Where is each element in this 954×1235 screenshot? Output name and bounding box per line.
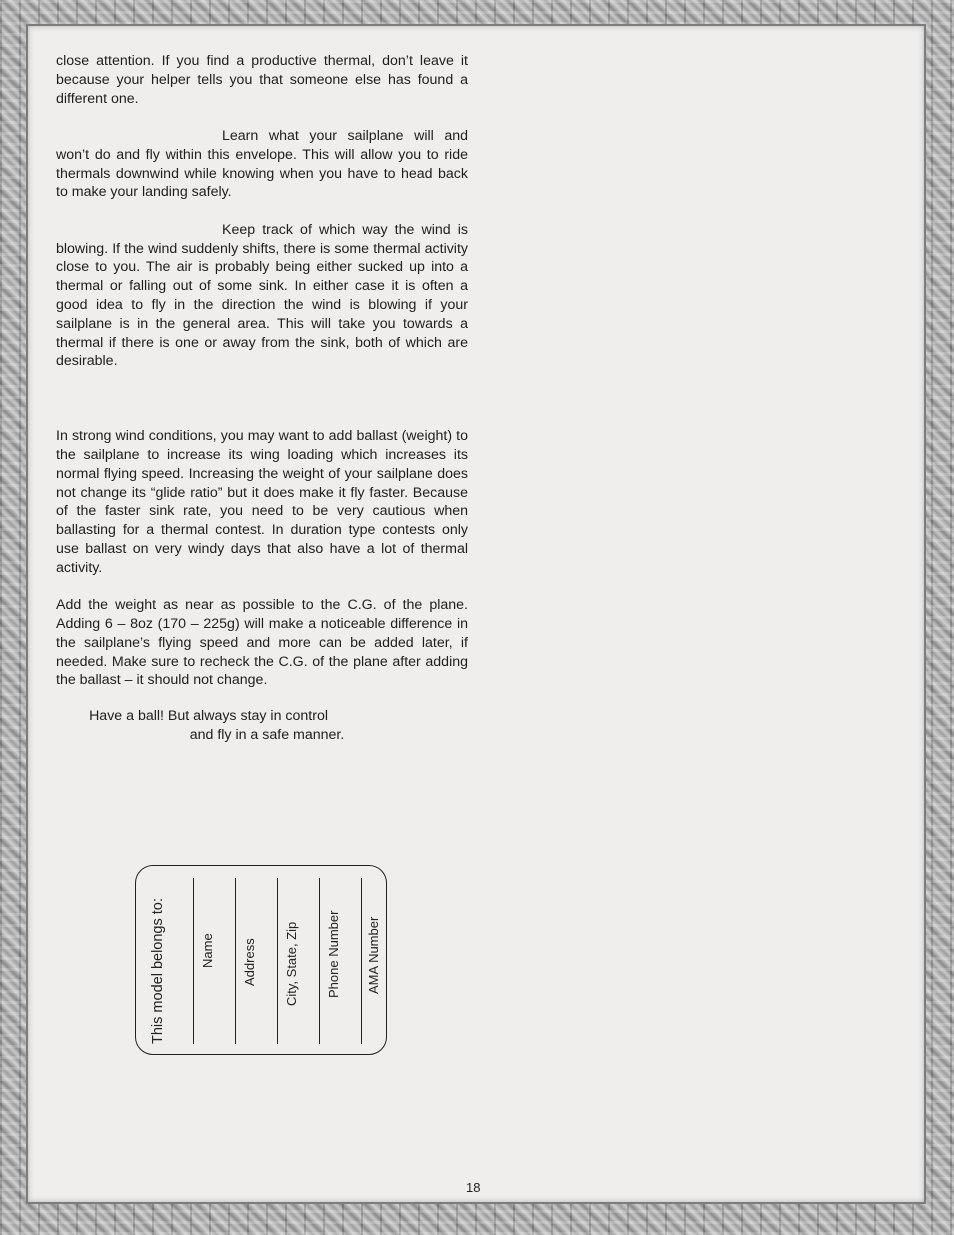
owner-field-label: Name	[200, 933, 215, 968]
owner-field-label: City, State, Zip	[284, 921, 299, 1006]
owner-field-city-state-zip	[278, 878, 320, 1044]
closing-line-2: and fly in a safe manner.	[189, 727, 345, 743]
paragraph-wind: Keep track of which way the wind is blowing. If the wind suddenly shifts, there is some thermal activity close to you. The air is probably being either sucked up into a thermal or falling out of some sink. In either case it is often a good idea to fly in the direction the wind is blowing if your sailplane is in the general area. This will take you towards a thermal if there is one or away from the sink, both of which are desirable.	[56, 221, 468, 370]
owner-card-title: This model belongs to:	[150, 898, 166, 1044]
page-number: 18	[466, 1180, 481, 1195]
owner-field-label: AMA Number	[366, 916, 381, 994]
owner-field-label: Phone Number	[326, 910, 341, 998]
paragraph-envelope: Learn what your sailplane will and won’t do and fly within this envelope. This will allow you to ride thermals downwind while knowing when you have to head back to make your landing safely.	[56, 127, 468, 201]
paragraph-continuation: close attention. If you find a productive thermal, don’t leave it because your helper tells you that someone else has found a different one.	[56, 53, 468, 107]
paragraph-weight: Add the weight as near as possible to the C.G. of the plane. Adding 6 – 8oz (170 – 225g) will make a noticeable difference in the sailplane’s flying speed and more can be added later, if needed. Make sure to recheck the C.G. of the plane after adding the ballast – it should not change.	[56, 597, 468, 689]
closing-line-1: Have a ball! But always stay in control	[89, 708, 328, 724]
owner-card	[135, 865, 387, 1055]
owner-field-phone-number	[320, 878, 362, 1044]
closing-message	[56, 707, 468, 745]
owner-field-label: Address	[242, 938, 257, 986]
body-text	[56, 52, 468, 709]
owner-field-ama-number	[362, 878, 386, 1044]
owner-field-address	[236, 878, 278, 1044]
paragraph-ballast: In strong wind conditions, you may want to add ballast (weight) to the sailplane to increase its wing loading which increases its normal flying speed. Increasing the weight of your sailplane does not change its “glide ratio” but it does make it fly faster. Because of the faster sink rate, you need to be very cautious when ballasting for a thermal contest. In duration type contests only use ballast on very windy days that also have a lot of thermal activity.	[56, 428, 468, 576]
owner-field-name	[194, 878, 236, 1044]
owner-card-title-column	[146, 878, 194, 1044]
